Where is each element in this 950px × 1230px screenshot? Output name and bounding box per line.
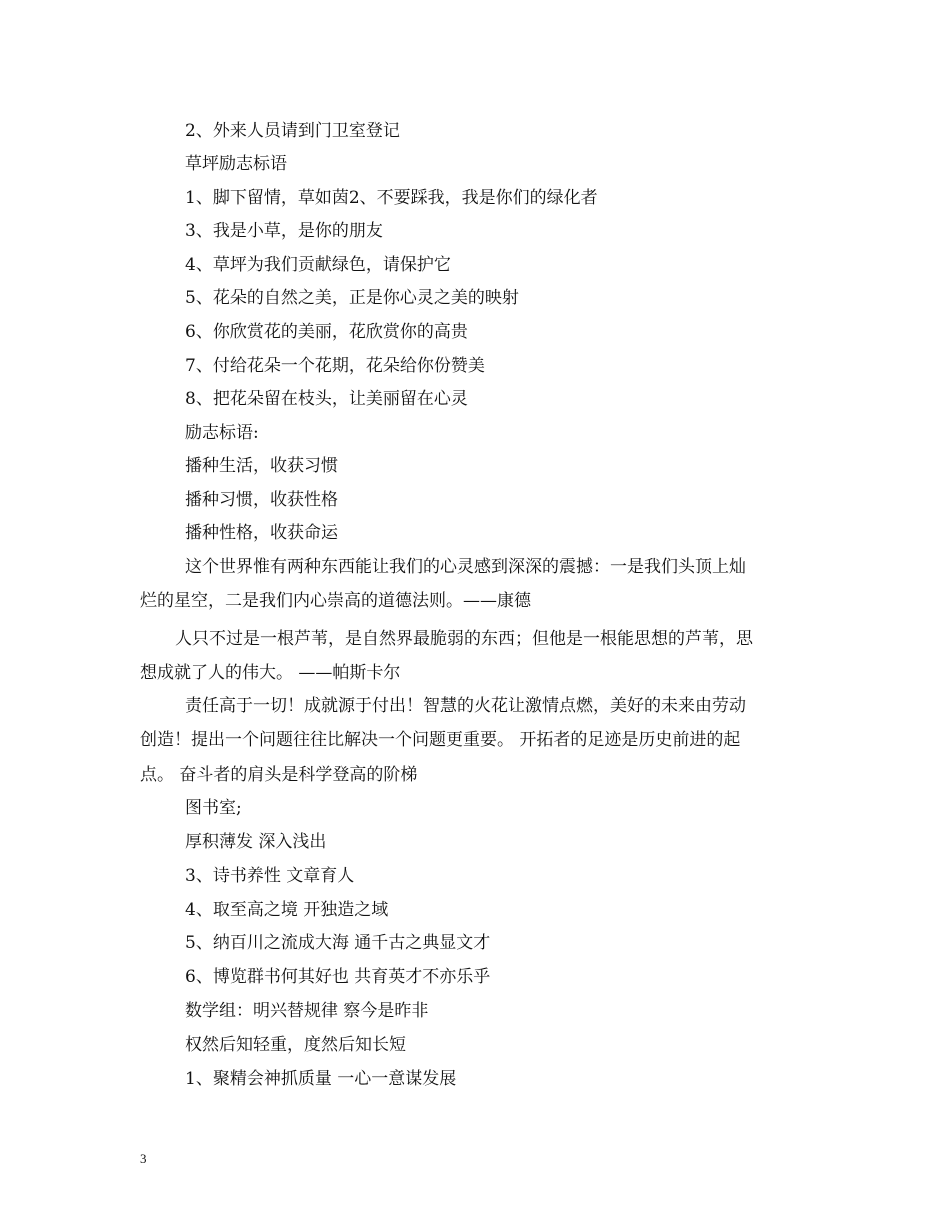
- paragraph-line: 想成就了人的伟大。 ——帕斯卡尔: [140, 663, 401, 683]
- text-line: 3、诗书养性 文章育人: [185, 866, 355, 886]
- text-line: 5、纳百川之流成大海 通千古之典显文才: [185, 933, 491, 953]
- text-line: 4、取至高之境 开独造之域: [185, 900, 389, 920]
- text-line: 5、花朵的自然之美，正是你心灵之美的映射: [185, 288, 519, 308]
- text-line: 1、聚精会神抓质量 一心一意谋发展: [185, 1069, 457, 1089]
- text-line: 播种生活，收获习惯: [185, 456, 338, 476]
- text-line: 3、我是小草，是你的朋友: [185, 221, 383, 241]
- paragraph-line: 点。 奋斗者的肩头是科学登高的阶梯: [140, 765, 418, 785]
- text-line: 2、外来人员请到门卫室登记: [185, 121, 400, 141]
- paragraph-line: 创造！提出一个问题往往比解决一个问题更重要。 开拓者的足迹是历史前进的起: [140, 730, 741, 750]
- text-line: 4、草坪为我们贡献绿色，请保护它: [185, 255, 451, 275]
- text-line: 数学组：明兴替规律 察今是昨非: [185, 1001, 429, 1021]
- text-line: 6、你欣赏花的美丽，花欣赏你的高贵: [185, 322, 468, 342]
- text-line: 8、把花朵留在枝头，让美丽留在心灵: [185, 389, 468, 409]
- page-number: 3: [140, 1151, 147, 1166]
- paragraph-line: 人只不过是一根芦苇，是自然界最脆弱的东西；但他是一根能思想的芦苇，思: [175, 629, 753, 649]
- text-line: 7、付给花朵一个花期，花朵给你份赞美: [185, 356, 485, 376]
- section-heading: 图书室;: [185, 798, 242, 818]
- section-heading: 草坪励志标语: [185, 154, 287, 174]
- text-line: 6、博览群书何其好也 共育英才不亦乐乎: [185, 967, 491, 987]
- section-heading: 励志标语:: [185, 423, 259, 443]
- paragraph-line: 这个世界惟有两种东西能让我们的心灵感到深深的震撼：一是我们头顶上灿: [185, 557, 746, 577]
- text-line: 播种习惯，收获性格: [185, 490, 338, 510]
- text-line: 播种性格，收获命运: [185, 523, 338, 543]
- paragraph-line: 烂的星空，二是我们内心崇高的道德法则。——康德: [140, 591, 531, 611]
- text-line: 1、脚下留情，草如茵2、不要踩我，我是你们的绿化者: [185, 188, 598, 208]
- paragraph-line: 责任高于一切！成就源于付出！智慧的火花让激情点燃，美好的未来由劳动: [185, 696, 746, 716]
- text-line: 厚积薄发 深入浅出: [185, 832, 327, 852]
- text-line: 权然后知轻重，度然后知长短: [185, 1035, 406, 1055]
